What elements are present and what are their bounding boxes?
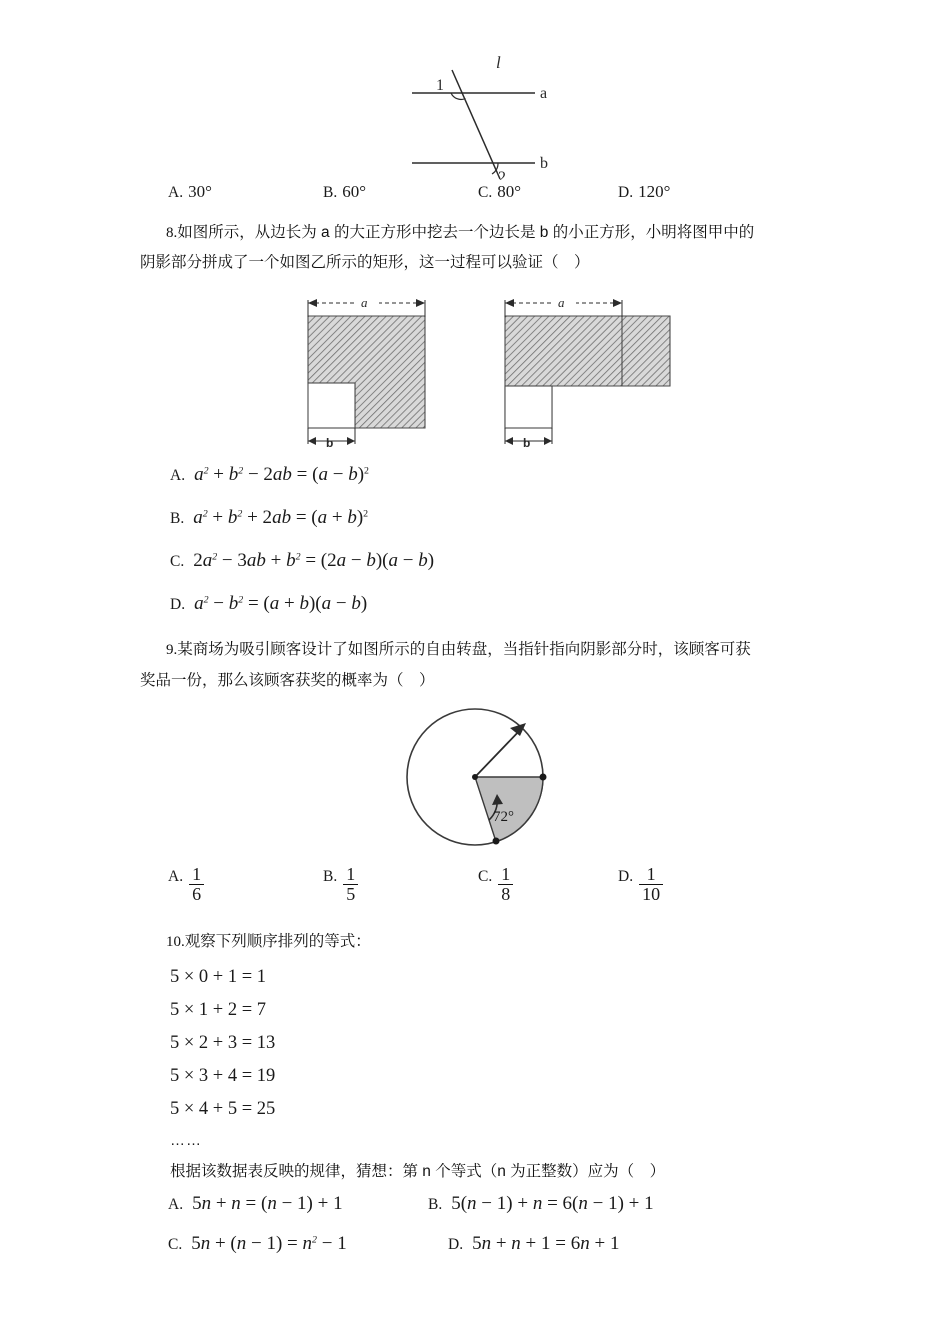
q10-ellipsis: …… bbox=[170, 1131, 202, 1149]
label-angle-2: 2 bbox=[498, 169, 506, 180]
q9-stem-line1: 某商场为吸引顾客设计了如图所示的自由转盘，当指针指向阴影部分时，该顾客可获 bbox=[177, 641, 751, 659]
q10-equation-1: 5 × 0 + 1 = 1 bbox=[170, 966, 267, 987]
q9-option-d-label: D. bbox=[618, 867, 634, 885]
q10-option-d-formula: 5n + n + 1 = 6n + 1 bbox=[472, 1233, 620, 1255]
q8-option-b[interactable] bbox=[170, 507, 840, 529]
q7-option-b-label: B. bbox=[323, 184, 338, 201]
q9-figure-spinner bbox=[140, 702, 840, 862]
q10-option-a[interactable] bbox=[168, 1193, 428, 1215]
q8-option-c-formula: $2a^2 - 3ab + b^2 = (2a - b)(a - b)$ bbox=[193, 550, 435, 572]
q10-stem: 观察下列顺序排列的等式： bbox=[184, 932, 371, 950]
q7-option-c-text: 80° bbox=[497, 182, 522, 201]
vertex-center bbox=[472, 774, 478, 780]
label-line-l: l bbox=[496, 53, 501, 72]
q10-stem-line bbox=[140, 927, 840, 957]
page-content bbox=[140, 0, 840, 1255]
q9-stem-line1-wrap bbox=[140, 635, 840, 665]
figure-yi bbox=[505, 295, 670, 450]
q10-option-b[interactable] bbox=[428, 1193, 654, 1215]
q8-option-a-label: A. bbox=[170, 467, 186, 485]
q10-option-b-formula: 5(n − 1) + n = 6(n − 1) + 1 bbox=[451, 1193, 654, 1215]
q9-option-b-num: 1 bbox=[346, 863, 356, 884]
q9-option-a-den: 6 bbox=[189, 884, 204, 904]
q10-option-c[interactable] bbox=[168, 1233, 428, 1255]
q10-equation-2: 5 × 1 + 2 = 7 bbox=[170, 999, 267, 1020]
q10-option-c-label: C. bbox=[168, 1236, 183, 1254]
q10-equation-3: 5 × 2 + 3 = 13 bbox=[170, 1032, 276, 1053]
q10-stem-wrap bbox=[140, 927, 840, 957]
q9-option-d-den: 10 bbox=[639, 884, 663, 904]
q10-number: 10. bbox=[166, 933, 185, 950]
q9-option-b-fraction bbox=[343, 865, 358, 904]
q10-option-a-formula: 5n + n = (n − 1) + 1 bbox=[192, 1193, 343, 1215]
spinner-angle-label: 72° bbox=[493, 808, 514, 825]
q7-option-c[interactable] bbox=[478, 182, 618, 202]
q9-option-a-num: 1 bbox=[192, 863, 202, 884]
q8-stem bbox=[140, 218, 840, 278]
parallel-lines-svg bbox=[140, 48, 840, 180]
q10-options bbox=[168, 1193, 840, 1255]
yi-label-b: b bbox=[523, 436, 531, 451]
q9-option-b-den: 5 bbox=[343, 884, 358, 904]
q7-option-d-text: 120° bbox=[638, 182, 671, 201]
q8-option-c-label: C. bbox=[170, 553, 185, 571]
q7-option-c-label: C. bbox=[478, 184, 493, 201]
vertex-right bbox=[540, 773, 547, 780]
q9-option-c-den: 8 bbox=[498, 884, 513, 904]
q7-option-a-label: A. bbox=[168, 184, 184, 201]
q10-equation-5: 5 × 4 + 5 = 25 bbox=[170, 1098, 276, 1119]
q9-option-d-fraction bbox=[639, 865, 663, 904]
label-line-a: a bbox=[540, 85, 548, 102]
jia-label-a: a bbox=[361, 295, 368, 311]
q10-option-c-formula: $5n + (n - 1) = n^2 - 1$ bbox=[191, 1233, 347, 1255]
q10-prompt: 根据该数据表反映的规律，猜想：第 n 个等式（n 为正整数）应为（ ） bbox=[170, 1162, 666, 1180]
q9-options bbox=[168, 863, 840, 905]
q9-stem-line2: 奖品一份，那么该顾客获奖的概率为（ ） bbox=[140, 671, 435, 689]
q7-option-b[interactable] bbox=[323, 182, 478, 202]
q10-option-d-label: D. bbox=[448, 1236, 464, 1254]
q8-stem-line1: 如图所示，从边长为 a 的大正方形中挖去一个边长是 b 的小正方形，小明将图甲中的 bbox=[177, 224, 755, 241]
q8-stem-line2: 阴影部分拼成了一个如图乙所示的矩形，这一过程可以验证（ ） bbox=[140, 254, 590, 272]
vertex-lower bbox=[493, 837, 500, 844]
q7-option-b-text: 60° bbox=[342, 182, 367, 201]
q9-option-a-label: A. bbox=[168, 867, 184, 885]
q8-option-d-label: D. bbox=[170, 596, 186, 614]
label-line-b: b bbox=[540, 155, 548, 172]
q10-equation-list bbox=[140, 967, 840, 1149]
q10-option-b-label: B. bbox=[428, 1196, 443, 1214]
q8-option-d[interactable] bbox=[170, 593, 840, 615]
q9-option-b[interactable] bbox=[323, 863, 478, 905]
q9-option-c-label: C. bbox=[478, 867, 493, 885]
q9-option-d-num: 1 bbox=[646, 863, 656, 884]
q8-option-a-formula: $a^2 + b^2 - 2ab = (a - b)^2$ bbox=[194, 464, 369, 486]
q8-stem-line1-wrap bbox=[140, 218, 840, 248]
q10-prompt-wrap bbox=[140, 1157, 840, 1187]
q8-option-a[interactable] bbox=[170, 464, 840, 486]
q10-option-a-label: A. bbox=[168, 1196, 184, 1214]
q10-equation-4: 5 × 3 + 4 = 19 bbox=[170, 1065, 276, 1086]
q10-option-d[interactable] bbox=[428, 1233, 619, 1255]
figure-jia bbox=[308, 295, 425, 450]
yi-label-a: a bbox=[558, 295, 565, 311]
q8-option-c[interactable] bbox=[170, 550, 840, 572]
q8-option-b-formula: $a^2 + b^2 + 2ab = (a + b)^2$ bbox=[193, 507, 369, 529]
q7-option-d[interactable] bbox=[618, 182, 670, 202]
q9-option-c[interactable] bbox=[478, 863, 618, 905]
q7-option-a[interactable] bbox=[168, 182, 323, 202]
q9-option-c-fraction bbox=[498, 865, 513, 904]
q8-options bbox=[170, 464, 840, 615]
q10-options-row1 bbox=[168, 1193, 840, 1215]
spinner-svg bbox=[140, 702, 840, 862]
q8-figure-squares bbox=[140, 286, 840, 456]
q8-option-d-formula: $a^2 - b^2 = (a + b)(a - b)$ bbox=[194, 593, 368, 615]
q8-number: 8. bbox=[166, 225, 178, 241]
jia-label-b: b bbox=[326, 436, 334, 451]
q9-option-a-fraction bbox=[189, 865, 204, 904]
q9-number: 9. bbox=[166, 642, 178, 659]
q7-figure-parallel-lines bbox=[140, 48, 840, 180]
q9-option-a[interactable] bbox=[168, 863, 323, 905]
q9-stem bbox=[140, 635, 840, 695]
q9-option-d[interactable] bbox=[618, 863, 664, 905]
q7-option-a-text: 30° bbox=[188, 182, 212, 201]
q8-option-b-label: B. bbox=[170, 510, 185, 528]
label-angle-1: 1 bbox=[436, 77, 444, 94]
q10-options-row2 bbox=[168, 1233, 840, 1255]
q7-options bbox=[168, 182, 840, 202]
squares-figure-svg bbox=[140, 286, 840, 456]
q7-option-d-label: D. bbox=[618, 184, 634, 201]
q9-option-b-label: B. bbox=[323, 867, 338, 885]
q9-option-c-num: 1 bbox=[501, 863, 511, 884]
